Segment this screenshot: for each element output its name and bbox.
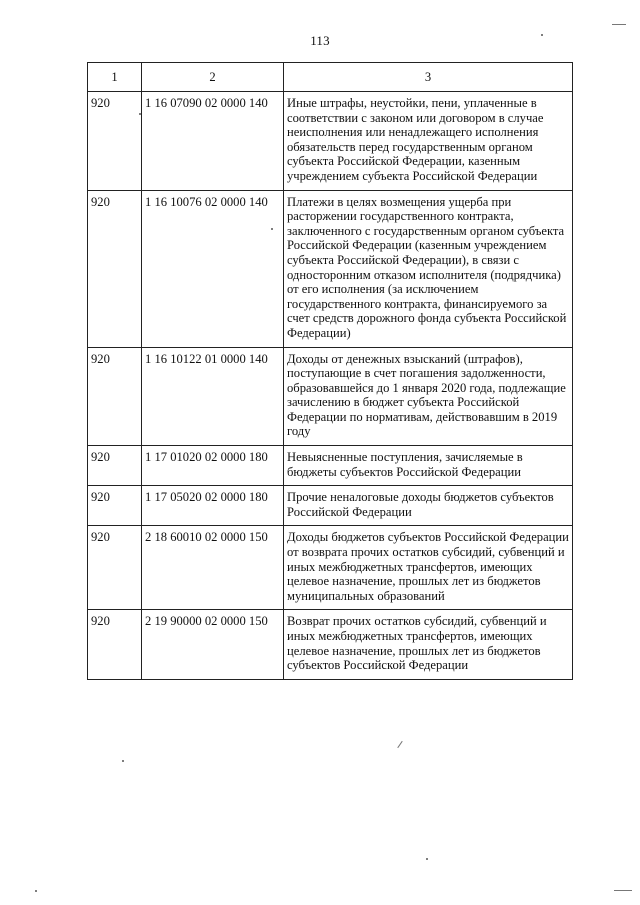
scan-speck (139, 113, 141, 115)
budget-codes-table (87, 62, 573, 680)
admin-code-cell: 920 (88, 486, 142, 526)
revenue-name-cell: Прочие неналоговые доходы бюджетов субъектов Российской Федерации (284, 486, 573, 526)
budget-code-cell: 2 18 60010 02 0000 150 (142, 526, 284, 610)
revenue-name-cell: Возврат прочих остатков субсидий, субвенций и иных межбюджетных трансфертов, имеющих целевое назначение, прошлых лет из бюджетов субъектов Российской Федерации (284, 610, 573, 679)
admin-code-cell: 920 (88, 610, 142, 679)
column-header-3: 3 (284, 63, 573, 92)
budget-code-cell: 1 16 10122 01 0000 140 (142, 347, 284, 446)
scan-speck (426, 858, 428, 860)
table-row (88, 446, 573, 486)
table-row (88, 190, 573, 347)
page-number: 113 (310, 33, 330, 48)
revenue-name-cell: Доходы от денежных взысканий (штрафов), поступающие в счет погашения задолженности, образовавшейся до 1 января 2020 года, подлежащие зачислению в бюджет субъекта Российской Федерации по нормативам, действовавшим в 2019 году (284, 347, 573, 446)
scan-speck (271, 228, 273, 230)
budget-code-cell: 1 16 10076 02 0000 140 (142, 190, 284, 347)
budget-code-cell: 1 17 05020 02 0000 180 (142, 486, 284, 526)
budget-code-cell: 1 16 07090 02 0000 140 (142, 92, 284, 191)
column-header-1: 1 (88, 63, 142, 92)
budget-code-cell: 2 19 90000 02 0000 150 (142, 610, 284, 679)
admin-code-cell: 920 (88, 526, 142, 610)
admin-code-cell: 920 (88, 92, 142, 191)
scan-mark (614, 890, 632, 891)
table-row (88, 347, 573, 446)
scan-speck (122, 760, 124, 762)
table-row (88, 92, 573, 191)
admin-code-cell: 920 (88, 190, 142, 347)
scan-speck (541, 34, 543, 36)
column-header-2: 2 (142, 63, 284, 92)
revenue-name-cell: Платежи в целях возмещения ущерба при расторжении государственного контракта, заключенного с государственным органом субъекта Российской Федерации (казенным учреждением субъекта Российской Федерации), в связи с односторонним отказом исполнителя (подрядчика) от его исполнения (за исключением государственного контракта, финансируемого за счет средств дорожного фонда субъекта Российской Федерации) (284, 190, 573, 347)
admin-code-cell: 920 (88, 446, 142, 486)
table-row (88, 526, 573, 610)
revenue-name-cell: Иные штрафы, неустойки, пени, уплаченные в соответствии с законом или договором в случае неисполнения или ненадлежащего исполнения обязательств перед государственным органом субъекта Российской Федерации, казенным учреждением субъекта Российской Федерации (284, 92, 573, 191)
table-row (88, 610, 573, 679)
revenue-name-cell: Доходы бюджетов субъектов Российской Федерации от возврата прочих остатков субсидий, субвенций и иных межбюджетных трансфертов, имеющих целевое назначение, прошлых лет из бюджетов муниципальных образований (284, 526, 573, 610)
scan-speck (35, 890, 37, 892)
table-row (88, 486, 573, 526)
scan-mark (397, 741, 402, 748)
admin-code-cell: 920 (88, 347, 142, 446)
revenue-name-cell: Невыясненные поступления, зачисляемые в бюджеты субъектов Российской Федерации (284, 446, 573, 486)
scan-mark (612, 24, 626, 25)
table-header-row (88, 63, 573, 92)
budget-code-cell: 1 17 01020 02 0000 180 (142, 446, 284, 486)
